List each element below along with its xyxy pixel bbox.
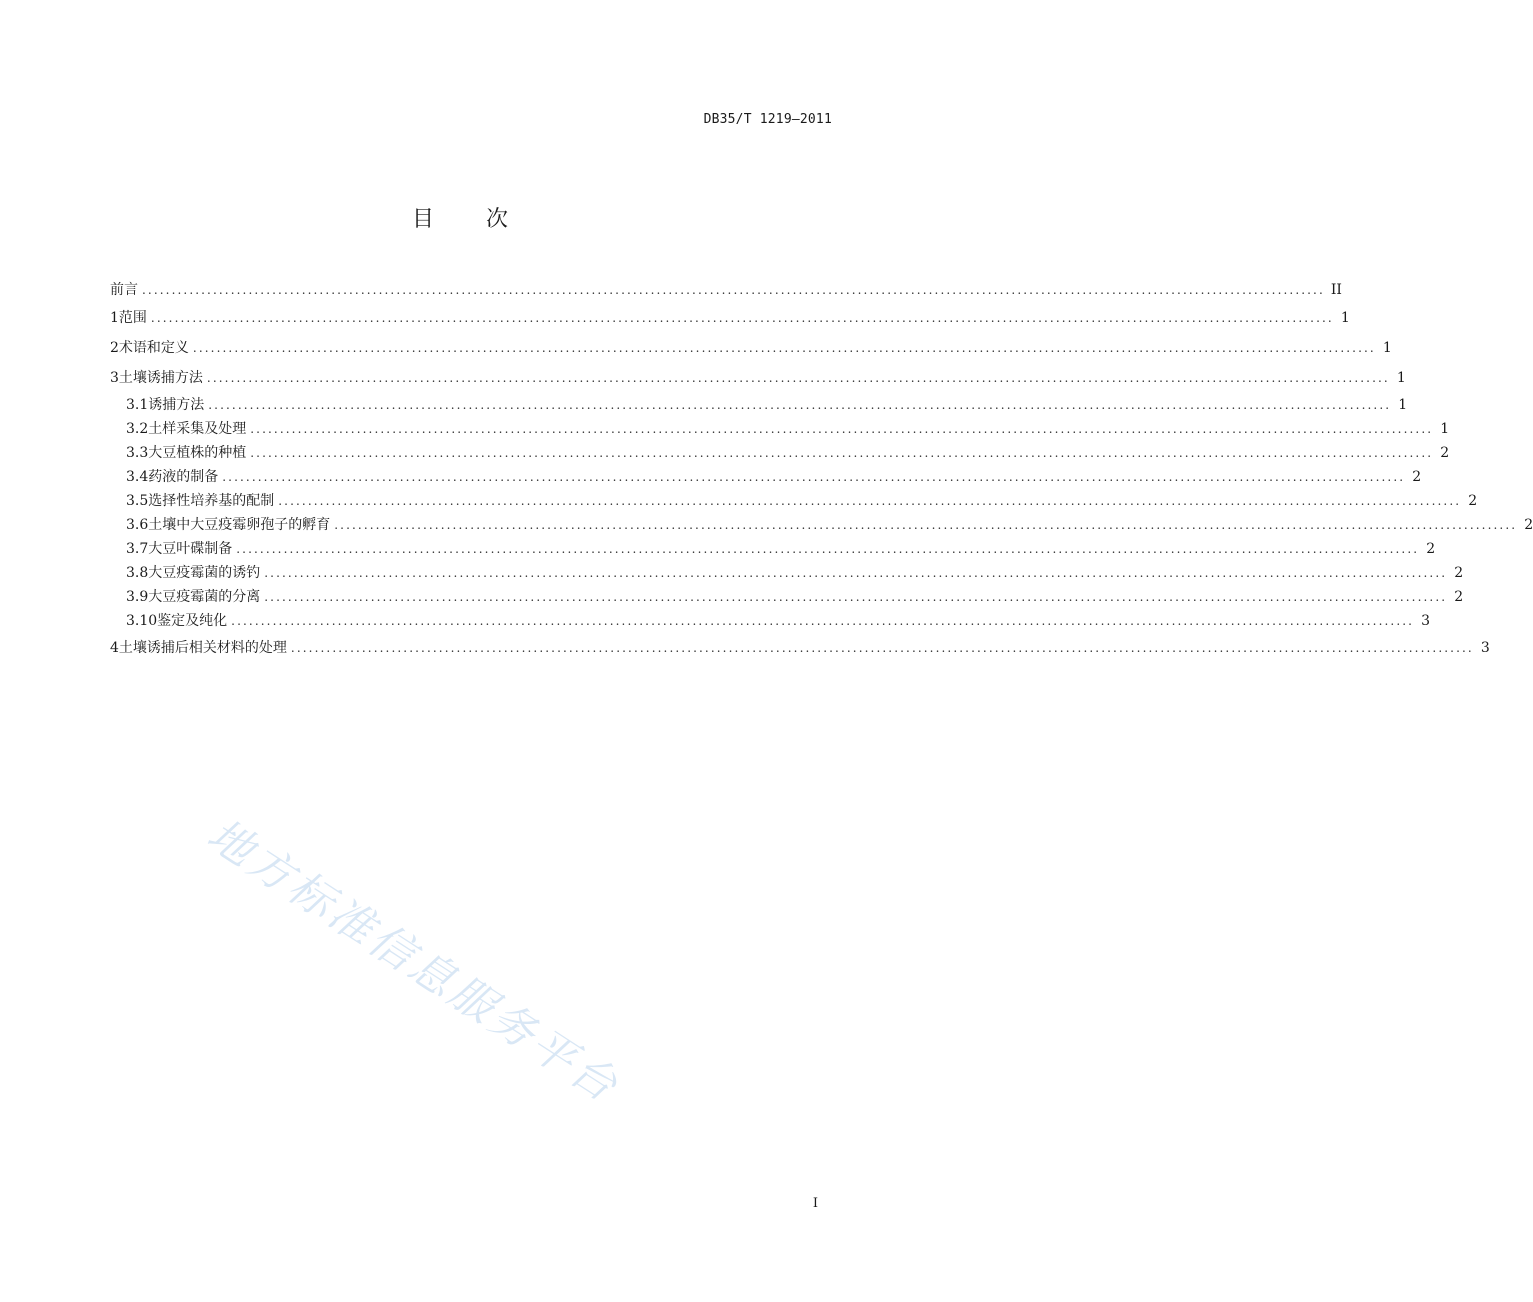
- toc-entry-label: 前言: [110, 282, 138, 298]
- toc-entry-label: 选择性培养基的配制: [148, 493, 275, 509]
- toc-entry-3[interactable]: [110, 363, 1406, 393]
- toc-entry-4[interactable]: [110, 633, 1490, 663]
- leader-dots: ........................................................................................................................................................................................................: [192, 341, 1376, 355]
- toc-entry-label: 大豆叶碟制备: [148, 541, 233, 557]
- toc-entry-number: 3.5: [126, 493, 149, 509]
- leader-dots: ........................................................................................................................................................................................................: [290, 641, 1474, 655]
- toc-entry-page: 2: [1454, 589, 1464, 605]
- toc-entry-label: 大豆植株的种植: [148, 445, 247, 461]
- toc-entry-page: 1: [1382, 340, 1392, 356]
- toc-entry-3-1[interactable]: [110, 393, 1408, 417]
- toc-entry-3-10[interactable]: [110, 609, 1431, 633]
- toc-entry-page: 2: [1524, 517, 1533, 533]
- leader-dots: ........................................................................................................................................................................................................: [236, 542, 1420, 556]
- toc-entry-page: 3: [1421, 613, 1431, 629]
- toc-entry-foreword[interactable]: [110, 277, 1342, 303]
- toc-entry-page: 2: [1440, 445, 1450, 461]
- toc-entry-page: 1: [1396, 370, 1406, 386]
- toc-entry-3-2[interactable]: [110, 417, 1450, 441]
- toc-entry-label: 术语和定义: [118, 340, 189, 356]
- toc-entry-number: 3.6: [126, 517, 149, 533]
- toc-entry-page: 1: [1440, 421, 1450, 437]
- title-char-2: 次: [486, 207, 509, 232]
- toc-entry-number: 3.7: [126, 541, 149, 557]
- toc-entry-page: 2: [1412, 469, 1422, 485]
- toc-entry-page: 2: [1454, 565, 1464, 581]
- toc-entry-number: 4: [110, 640, 119, 656]
- toc-entry-number: 3: [110, 370, 119, 386]
- toc-entry-page: 1: [1340, 310, 1350, 326]
- table-of-contents: [110, 277, 1533, 663]
- leader-dots: ........................................................................................................................................................................................................: [206, 371, 1390, 385]
- leader-dots: ........................................................................................................................................................................................................: [264, 590, 1448, 604]
- toc-entry-page: 2: [1426, 541, 1436, 557]
- page-number: I: [812, 1196, 818, 1211]
- toc-entry-3-9[interactable]: [110, 585, 1464, 609]
- leader-dots: ........................................................................................................................................................................................................: [264, 566, 1448, 580]
- toc-entry-3-3[interactable]: [110, 441, 1450, 465]
- leader-dots: ........................................................................................................................................................................................................: [142, 283, 1325, 297]
- toc-entry-1[interactable]: [110, 303, 1350, 333]
- document-code: DB35/T 1219—2011: [703, 112, 832, 127]
- leader-dots: ........................................................................................................................................................................................................: [150, 311, 1334, 325]
- toc-entry-label: 大豆疫霉菌的诱钓: [148, 565, 261, 581]
- page-title: [0, 202, 920, 233]
- toc-entry-number: 3.8: [126, 565, 149, 581]
- toc-entry-3-7[interactable]: [110, 537, 1436, 561]
- toc-entry-3-8[interactable]: [110, 561, 1464, 585]
- toc-entry-page: II: [1330, 282, 1342, 298]
- leader-dots: ........................................................................................................................................................................................................: [250, 422, 1434, 436]
- watermark: 地方标准信息服务平台: [198, 809, 629, 1114]
- toc-entry-3-6[interactable]: [110, 513, 1533, 537]
- toc-entry-label: 大豆疫霉菌的分离: [148, 589, 261, 605]
- toc-entry-number: 3.1: [126, 397, 149, 413]
- toc-entry-number: 3.10: [126, 613, 158, 629]
- toc-entry-number: 1: [110, 310, 119, 326]
- toc-entry-label: 土样采集及处理: [148, 421, 247, 437]
- toc-entry-page: 3: [1480, 640, 1490, 656]
- toc-entry-label: 药液的制备: [148, 469, 219, 485]
- leader-dots: ........................................................................................................................................................................................................: [334, 518, 1518, 532]
- toc-entry-label: 诱捕方法: [148, 397, 205, 413]
- toc-entry-page: 2: [1468, 493, 1478, 509]
- toc-entry-3-4[interactable]: [110, 465, 1422, 489]
- toc-entry-label: 土壤诱捕方法: [118, 370, 203, 386]
- toc-entry-number: 2: [110, 340, 119, 356]
- toc-entry-number: 3.9: [126, 589, 149, 605]
- toc-entry-2[interactable]: [110, 333, 1392, 363]
- leader-dots: ........................................................................................................................................................................................................: [278, 494, 1462, 508]
- leader-dots: ........................................................................................................................................................................................................: [231, 614, 1415, 628]
- leader-dots: ........................................................................................................................................................................................................: [208, 398, 1392, 412]
- toc-entry-page: 1: [1398, 397, 1408, 413]
- toc-entry-number: 3.4: [126, 469, 149, 485]
- leader-dots: ........................................................................................................................................................................................................: [222, 470, 1406, 484]
- toc-entry-3-5[interactable]: [110, 489, 1478, 513]
- toc-entry-number: 3.2: [126, 421, 149, 437]
- toc-entry-number: 3.3: [126, 445, 149, 461]
- toc-entry-label: 土壤中大豆疫霉卵孢子的孵育: [148, 517, 331, 533]
- toc-entry-label: 鉴定及纯化: [157, 613, 228, 629]
- toc-entry-label: 土壤诱捕后相关材料的处理: [118, 640, 287, 656]
- toc-entry-label: 范围: [118, 310, 147, 326]
- leader-dots: ........................................................................................................................................................................................................: [250, 446, 1434, 460]
- title-char-1: 目: [411, 207, 434, 232]
